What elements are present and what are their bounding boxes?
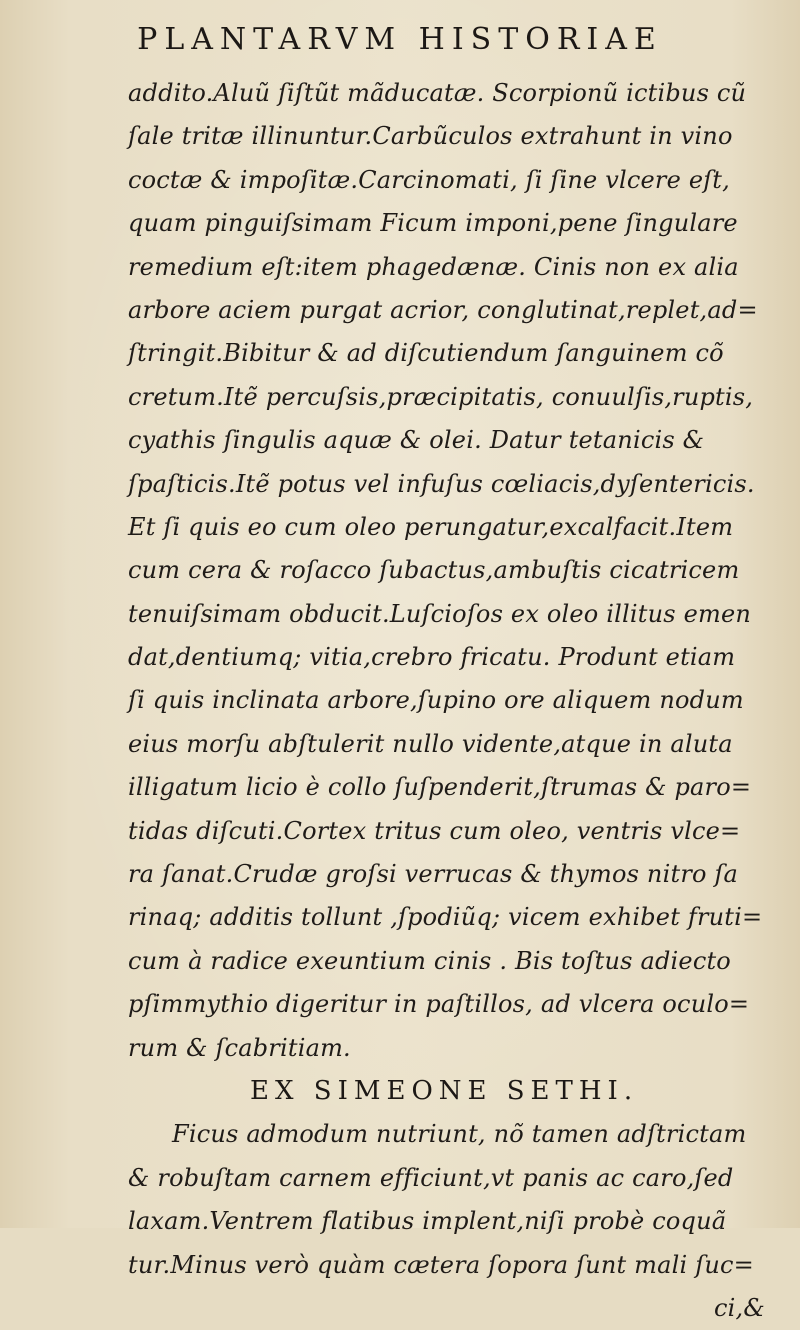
text-line: ſale tritæ illinuntur.Carbũculos extrahunt in vino <box>128 122 733 151</box>
text-line: Et ſi quis eo cum oleo perungatur,excalfacit.Item <box>128 512 734 541</box>
text-line: cretum.Itẽ percuſsis,præcipitatis, conuulſis,ruptis, <box>128 382 754 411</box>
text-line: quam pinguiſsimam Ficum imponi,pene ſingulare <box>128 209 738 238</box>
text-line: ſtringit.Bibitur & ad diſcutiendum ſanguinem cõ <box>128 339 724 368</box>
text-line: coctæ & impoſitæ.Carcinomati, ſi ſine vlcere eſt, <box>128 165 730 194</box>
text-line: dat,dentiumq; vitia,crebro fricatu. Produnt etiam <box>128 643 736 672</box>
paragraph-simeon <box>128 1113 788 1330</box>
running-header: PLANTARVM HISTORIAE <box>137 22 663 57</box>
text-line: ci,& <box>714 1293 765 1322</box>
text-block <box>128 72 788 1330</box>
text-line: pſimmythio digeritur in paſtillos, ad vlcera oculo= <box>128 990 750 1019</box>
text-line: & robuſtam carnem efficiunt,vt panis ac caro,ſed <box>128 1163 734 1192</box>
text-line: tur.Minus verò quàm cætera ſopora ſunt mali ſuc= <box>128 1250 754 1279</box>
text-line: cum cera & roſacco ſubactus,ambuſtis cicatricem <box>128 556 740 585</box>
text-line: cyathis ſingulis aquæ & olei. Datur tetanicis & <box>128 426 705 455</box>
text-line: eius morſu abſtulerit nullo vidente,atque in aluta <box>128 729 733 758</box>
text-line: rum & ſcabritiam. <box>128 1033 351 1062</box>
text-line: ſpaſticis.Itẽ potus vel infuſus cœliacis,dyſentericis. <box>128 469 755 498</box>
text-line: remedium eſt:item phagedænæ. Cinis non ex alia <box>128 252 739 281</box>
section-heading: EX SIMEONE SETHI. <box>250 1075 639 1106</box>
text-line: illigatum licio è collo ſuſpenderit,ſtrumas & paro= <box>128 773 752 802</box>
text-line: ra ſanat.Crudæ groſsi verrucas & thymos nitro ſa <box>128 860 739 889</box>
text-line: ſi quis inclinata arbore,ſupino ore aliquem nodum <box>128 686 744 715</box>
paragraph-main <box>128 72 788 1070</box>
text-line: rinaq; additis tollunt ,ſpodiũq; vicem exhibet fruti= <box>128 903 763 932</box>
text-line: Ficus admodum nutriunt, nõ tamen adſtrictam <box>172 1120 747 1149</box>
text-line: tenuiſsimam obducit.Luſcioſos ex oleo illitus emen <box>128 599 752 628</box>
text-line: tidas diſcuti.Cortex tritus cum oleo, ventris vlce= <box>128 816 741 845</box>
text-line: addito.Aluũ ſiſtũt mãducatæ. Scorpionũ ictibus cũ <box>128 79 747 107</box>
text-line: arbore aciem purgat acrior, conglutinat,replet,ad= <box>128 295 758 324</box>
text-line: cum à radice exeuntium cinis . Bis toſtus adiecto <box>128 946 731 975</box>
text-line: laxam.Ventrem flatibus implent,niſi probè coquã <box>128 1207 727 1236</box>
